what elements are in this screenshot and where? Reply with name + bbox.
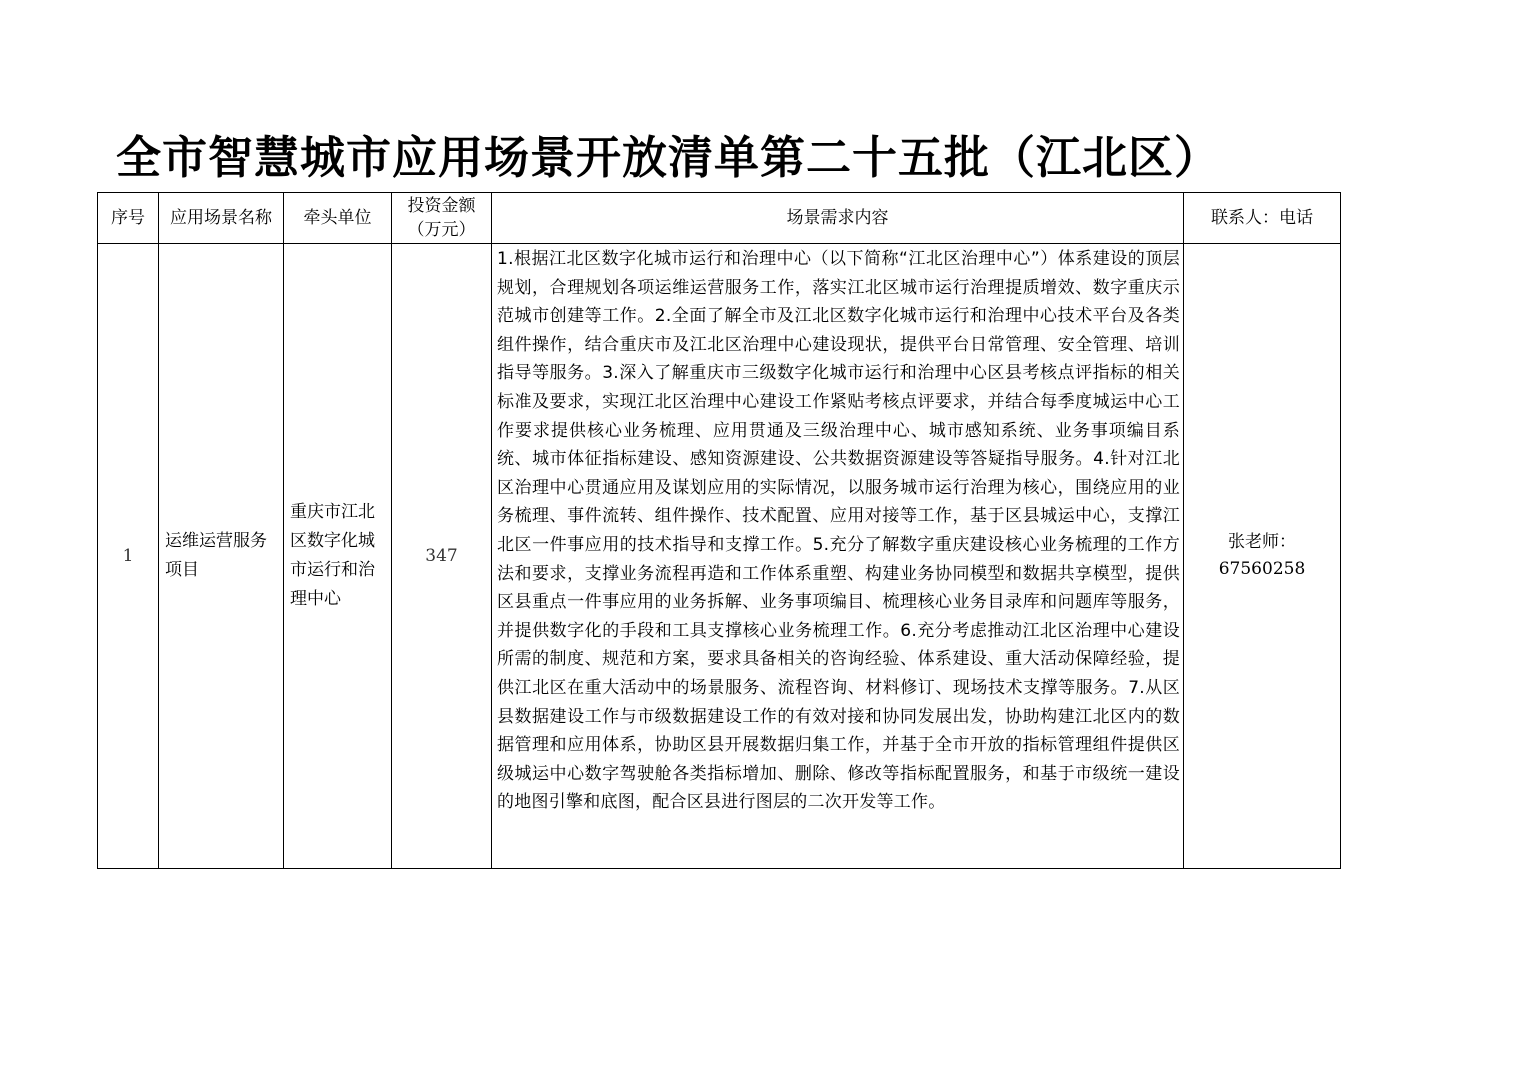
table-header-row bbox=[98, 193, 1341, 244]
cell-investment: 347 bbox=[392, 244, 492, 869]
scenario-table bbox=[97, 192, 1341, 869]
contact-name: 张老师： bbox=[1228, 532, 1296, 552]
cell-contact bbox=[1184, 244, 1341, 869]
cell-lead-unit: 重庆市江北区数字化城市运行和治理中心 bbox=[284, 244, 392, 869]
contact-phone: 67560258 bbox=[1218, 559, 1306, 579]
header-lead-unit: 牵头单位 bbox=[284, 193, 392, 244]
header-investment bbox=[392, 193, 492, 244]
header-investment-line1: 投资金额 bbox=[407, 196, 476, 216]
page-title: 全市智慧城市应用场景开放清单第二十五批（江北区） bbox=[116, 131, 1221, 184]
content-text: 1.根据江北区数字化城市运行和治理中心（以下简称“江北区治理中心”）体系建设的顶层规划，合理规划各项运维运营服务工作，落实江北区城市运行治理提质增效、数字重庆示范城市创建等工作。2.全面了解全市及江北区数字化城市运行和治理中心技术平台及各类组件操作，结合重庆市及江北区治理中心建设现状，提供平台日常管理、安全管理、培训指导等服务。3.深入了解重庆市三级数字化城市运行和治理中心区县考核点评指标的相关标准及要求，实现江北区治理中心建设工作紧贴考核点评要求，并结合每季度城运中心工作要求提供核心业务梳理、应用贯通及三级治理中心、城市感知系统、业务事项编目系统、城市体征指标建设、感知资源建设、公共数据资源建设等答疑指导服务。4.针对江北区治理中心贯通应用及谋划应用的实际情况，以服务城市运行治理为核心，围绕应用的业务梳理、事件流转、组件操作、技术配置、应用对接等工作，基于区县城运中心，支撑江北区一件事应用的技术指导和支撑工作。5.充分了解数字重庆建设核心业务梳理的工作方法和要求，支撑业务流程再造和工作体系重塑、构建业务协同模型和数据共享模型，提供区县重点一件事应用的业务拆解、业务事项编目、梳理核心业务目录库和问题库等服务，并提供数字化的手段和工具支撑核心业务梳理工作。6.充分考虑推动江北区治理中心建设所需的制度、规范和方案，要求具备相关的咨询经验、体系建设、重大活动保障经验，提供江北区在重大活动中的场景服务、流程咨询、材料修订、现场技术支撑等服务。7.从区县数据建设工作与市级数据建设工作的有效对接和协同发展出发，协助构建江北区内的数据管理和应用体系，协助区县开展数据归集工作，并基于全市开放的指标管理组件提供区级城运中心数字驾驶舱各类指标增加、删除、修改等指标配置服务，和基于市级统一建设的地图引擎和底图，配合区县进行图层的二次开发等工作。 bbox=[497, 249, 1180, 813]
header-content: 场景需求内容 bbox=[492, 193, 1184, 244]
cell-index: 1 bbox=[98, 244, 159, 869]
table-row bbox=[98, 244, 1341, 869]
header-investment-line2: （万元） bbox=[407, 220, 476, 240]
cell-scenario-name: 运维运营服务项目 bbox=[159, 244, 284, 869]
header-scenario-name: 应用场景名称 bbox=[159, 193, 284, 244]
cell-content bbox=[492, 244, 1184, 869]
header-index: 序号 bbox=[98, 193, 159, 244]
header-contact: 联系人：电话 bbox=[1184, 193, 1341, 244]
